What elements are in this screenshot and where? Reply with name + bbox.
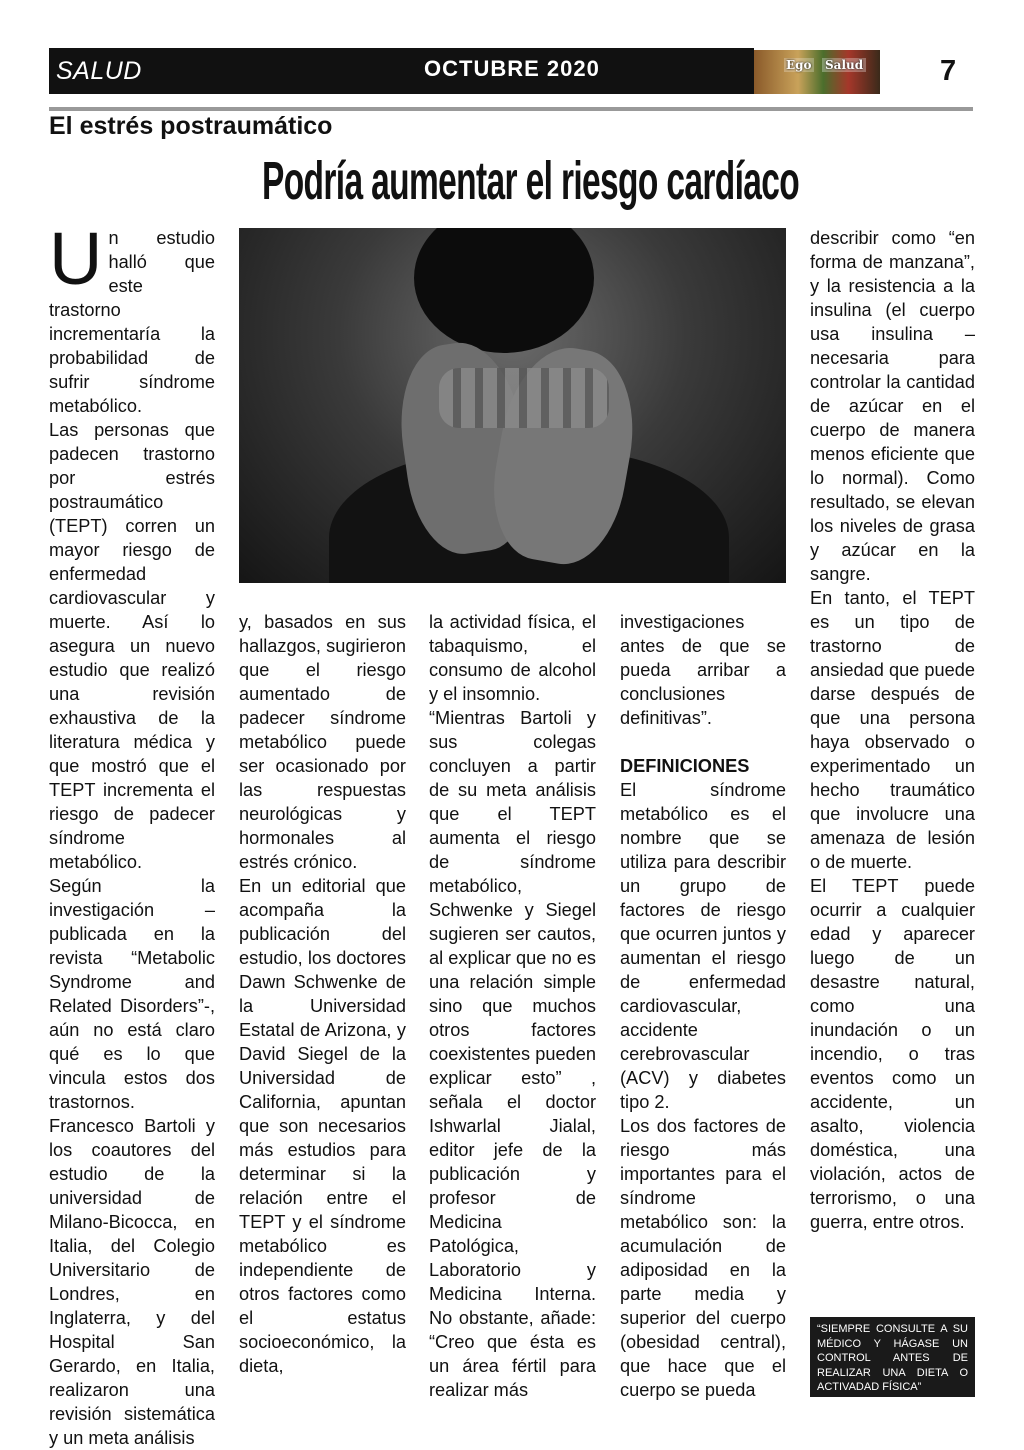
issue-date: OCTUBRE 2020: [424, 56, 600, 81]
drop-cap: U: [49, 217, 103, 300]
paragraph: n estudio halló que este trastorno incrementaría la probabilidad de sufrir síndrome metabólico.: [49, 228, 215, 416]
paragraph: Según la investigación –publicada en la revista “Metabolic Syndrome and Related Disorders”-, aún no está claro qué es lo que vincula estos dos trastornos.: [49, 876, 215, 1112]
article-column-4: [620, 610, 786, 1402]
paragraph: “Mientras Bartoli y sus colegas concluyen a partir de su meta análisis que el TEPT aumenta el riesgo de síndrome metabólico, Schwenke y Siegel sugieren ser cautos, al explicar que no es una relación simple sino que muchos otros factores coexistentes pueden explicar esto” , señala el doctor Ishwarlal Jialal, editor jefe de la publicación y profesor de Medicina Patológica, Laboratorio y Medicina Interna. No obstante, añade: “Creo que ésta es un área fértil para realizar más: [429, 708, 596, 1400]
article-photo: [239, 228, 786, 583]
article-column-5: [810, 226, 975, 1234]
article-kicker: El estrés postraumático: [49, 112, 333, 140]
logo-right-text: Salud: [822, 58, 866, 72]
paragraph: En tanto, el TEPT es un tipo de trastorno de ansiedad que puede darse después de que una persona haya observado o experimentado un hecho traumático que involucre una amenaza de lesión o de muerte.: [810, 588, 975, 872]
article-column-2: [239, 610, 406, 1378]
paragraph: El síndrome metabólico es el nombre que se utiliza para describir un grupo de factores de riesgo que ocurren juntos y aumentan el riesgo de enfermedad cardiovascular, accidente cerebrovascular (ACV) y diabetes tipo 2.: [620, 780, 786, 1112]
section-subhead: DEFINICIONES: [620, 756, 750, 776]
page-number: 7: [940, 55, 957, 87]
article-column-1: [49, 217, 215, 1450]
article-column-3: [429, 610, 596, 1402]
paragraph: la actividad física, el tabaquismo, el consumo de alcohol y el insomnio.: [429, 612, 596, 704]
header-rule: [49, 107, 973, 111]
paragraph: El TEPT puede ocurrir a cualquier edad y aparecer luego de un desastre natural, como una inundación o un incendio, o tras eventos como un accidente, un asalto, violencia doméstica, una violación, actos de terrorismo, o una guerra, entre otros.: [810, 876, 975, 1232]
logo-left-text: Ego: [786, 58, 812, 72]
article-headline: Podría aumentar el riesgo cardíaco: [262, 151, 800, 211]
section-label: SALUD: [56, 57, 142, 85]
paragraph: Francesco Bartoli y los coautores del estudio de la universidad de Milano-Bicocca, en Italia, del Colegio Universitario de Londres, en Inglaterra, y del Hospital San Gerardo, en Italia, realizaron una revisión sistemática y un meta análisis: [49, 1116, 215, 1448]
magazine-logo: [754, 50, 880, 94]
photo-fingers-shape: [439, 368, 609, 428]
paragraph: investigaciones antes de que se pueda arribar a conclusiones definitivas”.: [620, 612, 786, 728]
paragraph: Las personas que padecen trastorno por estrés postraumático (TEPT) corren un mayor riesgo de enfermedad cardiovascular y muerte. Así lo asegura un nuevo estudio que realizó una revisión exhaustiva de la literatura médica y que mostró que el TEPT incrementa el riesgo de padecer síndrome metabólico.: [49, 420, 215, 872]
photo-head-shape: [414, 228, 594, 353]
paragraph: Los dos factores de riesgo más importantes para el síndrome metabólico son: la acumulación de adiposidad en la parte media y superior del cuerpo (obesidad central), que hace que el cuerpo se pueda: [620, 1116, 786, 1400]
paragraph: describir como “en forma de manzana”, y la resistencia a la insulina (el cuerpo usa insulina –necesaria para controlar la cantidad de azúcar en el cuerpo de manera menos eficiente que lo normal). Como resultado, se elevan los niveles de grasa y azúcar en la sangre.: [810, 228, 975, 584]
paragraph: En un editorial que acompaña la publicación del estudio, los doctores Dawn Schwenke de la Universidad Estatal de Arizona, y David Siegel de la Universidad de California, apuntan que son necesarios más estudios para determinar si la relación entre el TEPT y el síndrome metabólico es independiente de otros factores como el estatus socioeconómico, la dieta,: [239, 876, 406, 1376]
header-bar: [49, 48, 754, 94]
paragraph: y, basados en sus hallazgos, sugirieron que el riesgo aumentado de padecer síndrome metabólico puede ser ocasionado por las respuestas neurológicas y hormonales al estrés crónico.: [239, 612, 406, 872]
advice-box: “SIEMPRE CONSULTE A SU MÉDICO Y HÁGASE UN CONTROL ANTES DE REALIZAR UNA DIETA O ACTIVADAD FÍSICA”: [810, 1317, 975, 1397]
